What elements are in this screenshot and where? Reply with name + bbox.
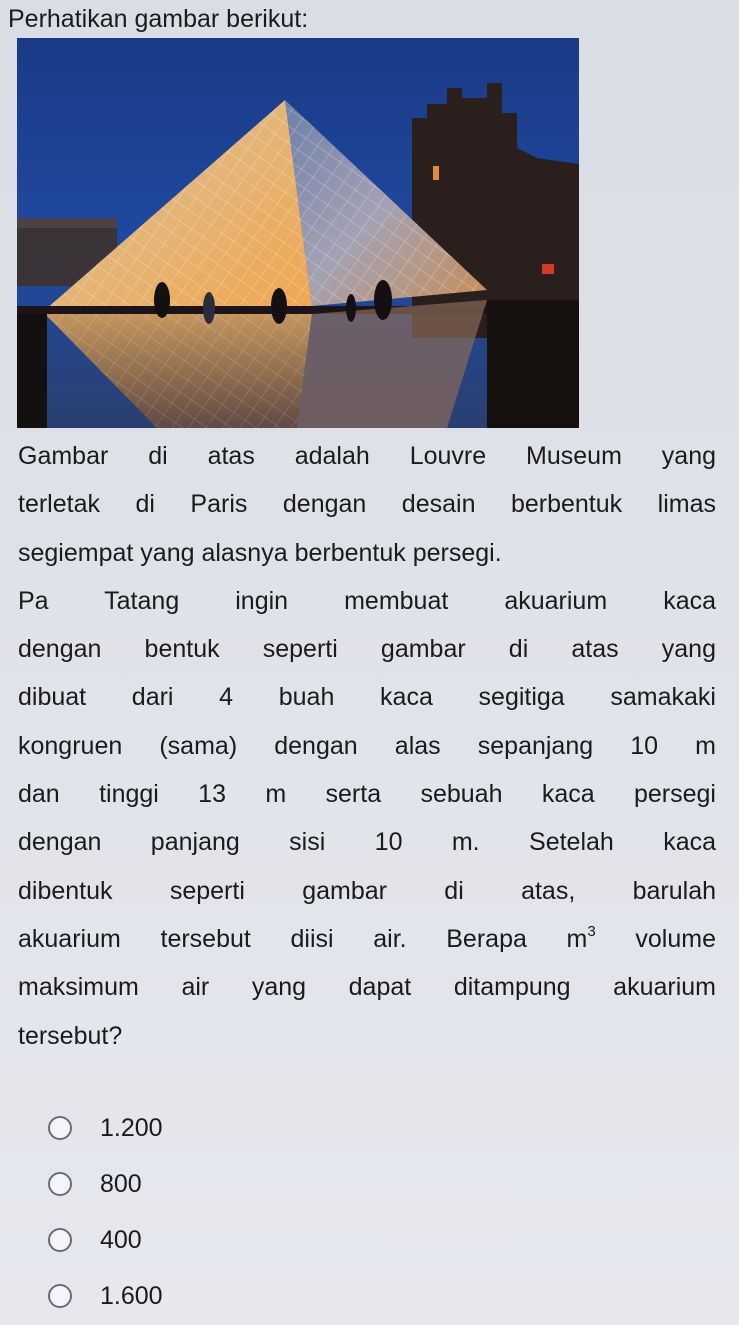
question-line: Pa Tatang ingin membuat akuarium kaca bbox=[18, 586, 716, 615]
answer-option-1600[interactable] bbox=[48, 1268, 163, 1324]
radio-button-icon[interactable] bbox=[48, 1116, 72, 1140]
question-line: terletak di Paris dengan desain berbentuk limas bbox=[18, 490, 716, 519]
louvre-pyramid-image bbox=[17, 38, 579, 428]
answer-options bbox=[48, 1100, 163, 1324]
answer-option-label: 400 bbox=[100, 1226, 142, 1254]
radio-button-icon[interactable] bbox=[48, 1228, 72, 1252]
question-line-volume bbox=[18, 915, 716, 963]
question-text bbox=[18, 432, 716, 1060]
question-line: dan tinggi 13 m serta sebuah kaca persegi bbox=[18, 780, 716, 809]
question-line: dibuat dari 4 buah kaca segitiga samakaki bbox=[18, 683, 716, 712]
answer-option-400[interactable] bbox=[48, 1212, 163, 1268]
cubic-exponent: 3 bbox=[587, 922, 596, 940]
radio-button-icon[interactable] bbox=[48, 1284, 72, 1308]
question-line: dengan bentuk seperti gambar di atas yang bbox=[18, 635, 716, 664]
question-line: tersebut? bbox=[18, 1021, 123, 1050]
answer-option-label: 1.200 bbox=[100, 1114, 163, 1142]
answer-option-label: 1.600 bbox=[100, 1282, 163, 1310]
question-line: dengan panjang sisi 10 m. Setelah kaca bbox=[18, 828, 716, 857]
question-volume-text: akuarium tersebut diisi air. Berapa m bbox=[18, 924, 588, 953]
question-line: maksimum air yang dapat ditampung akuarium bbox=[18, 973, 716, 1002]
question-line: dibentuk seperti gambar di atas, barulah bbox=[18, 876, 716, 905]
answer-option-800[interactable] bbox=[48, 1156, 163, 1212]
question-line: segiempat yang alasnya berbentuk persegi. bbox=[18, 538, 502, 567]
question-line: Gambar di atas adalah Louvre Museum yang bbox=[18, 442, 716, 470]
question-volume-text-end: volume bbox=[595, 924, 716, 953]
intro-text: Perhatikan gambar berikut: bbox=[8, 5, 309, 33]
answer-option-1200[interactable] bbox=[48, 1100, 163, 1156]
louvre-pyramid-photo bbox=[17, 38, 579, 428]
radio-button-icon[interactable] bbox=[48, 1172, 72, 1196]
question-line: kongruen (sama) dengan alas sepanjang 10 m bbox=[18, 731, 716, 760]
answer-option-label: 800 bbox=[100, 1170, 142, 1198]
